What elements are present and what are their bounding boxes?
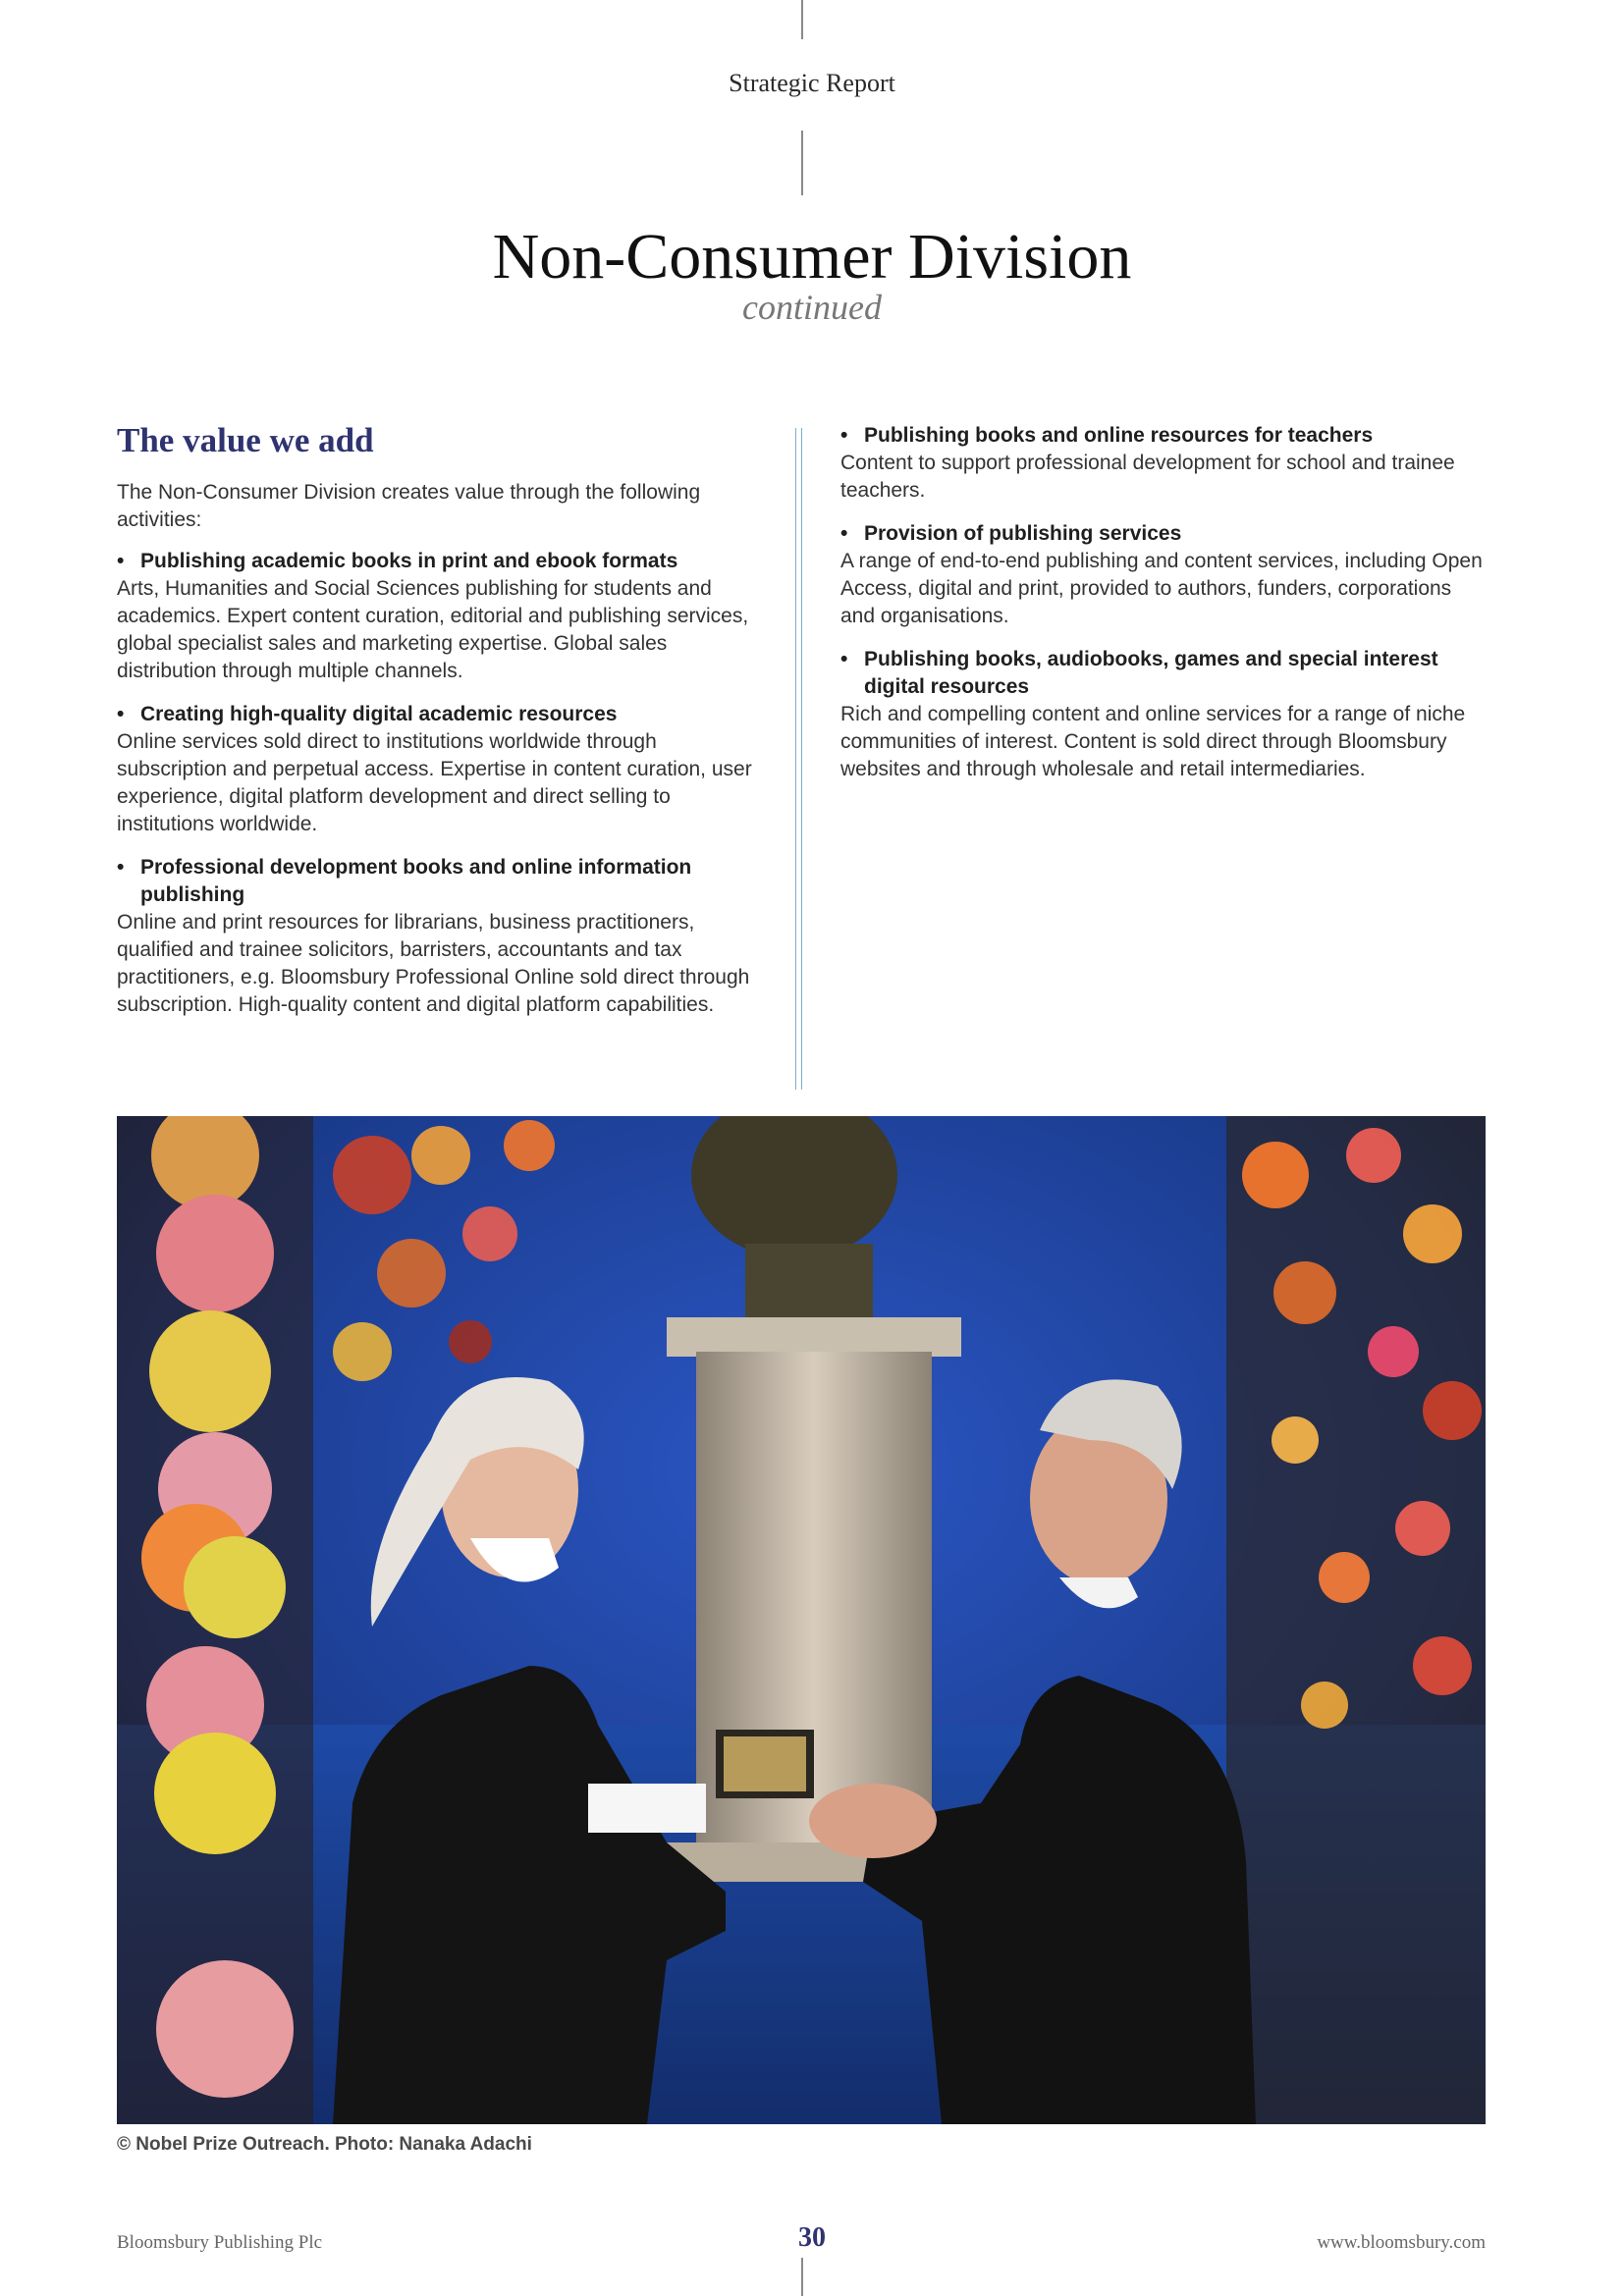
activity-title: • Publishing academic books in print and ebook formats bbox=[117, 548, 755, 575]
activity-title: • Publishing books, audiobooks, games and special interest digital resources bbox=[840, 646, 1489, 701]
left-column bbox=[117, 418, 755, 1035]
ceremony-photo bbox=[117, 1116, 1486, 2124]
activity-item bbox=[117, 701, 755, 838]
value-heading: The value we add bbox=[117, 421, 374, 459]
activity-item bbox=[117, 854, 755, 1019]
right-column bbox=[840, 422, 1489, 799]
top-rule bbox=[801, 0, 803, 39]
bottom-rule bbox=[801, 2258, 803, 2296]
activity-title: • Professional development books and online information publishing bbox=[117, 854, 755, 909]
activity-title: • Creating high-quality digital academic resources bbox=[117, 701, 755, 728]
section-label: Strategic Report bbox=[729, 69, 895, 97]
activity-title: • Publishing books and online resources for teachers bbox=[840, 422, 1489, 450]
header-rule bbox=[801, 131, 803, 195]
activity-body: Online and print resources for librarians, business practitioners, qualified and trainee solicitors, barristers, accountants and tax practitioners, e.g. Bloomsbury Professional Online sold direct through subscription. High-quality content and digital platform capabilities. bbox=[117, 911, 750, 1016]
activity-title: • Provision of publishing services bbox=[840, 520, 1489, 548]
footer-website-link[interactable]: www.bloomsbury.com bbox=[1317, 2232, 1486, 2253]
activity-body: Rich and compelling content and online services for a range of niche communities of interest. Content is sold direct through Bloomsbury websites and through wholesale and retail intermediaries. bbox=[840, 703, 1466, 780]
activity-item bbox=[840, 646, 1489, 783]
activity-body: A range of end-to-end publishing and content services, including Open Access, digital and print, provided to authors, funders, corporations and organisations. bbox=[840, 550, 1483, 627]
photo-caption: © Nobel Prize Outreach. Photo: Nanaka Adachi bbox=[117, 2134, 532, 2155]
activity-body: Online services sold direct to institutions worldwide through subscription and perpetual access. Expertise in content curation, user experience, digital platform development and direct selling to institutions worldwide. bbox=[117, 730, 752, 835]
activity-body: Content to support professional development for school and trainee teachers. bbox=[840, 452, 1455, 502]
page-subtitle: continued bbox=[742, 288, 882, 327]
activity-body: Arts, Humanities and Social Sciences publishing for students and academics. Expert content curation, editorial and publishing services, global specialist sales and marketing expertise. Global sales distribution through multiple channels. bbox=[117, 577, 749, 682]
column-divider bbox=[795, 428, 802, 1090]
activity-item bbox=[840, 422, 1489, 505]
activity-item bbox=[840, 520, 1489, 630]
intro-text: The Non-Consumer Division creates value through the following activities: bbox=[117, 481, 701, 531]
page-title: Non-Consumer Division bbox=[492, 221, 1132, 293]
activity-item bbox=[117, 548, 755, 685]
page-number: 30 bbox=[798, 2222, 826, 2253]
footer-company: Bloomsbury Publishing Plc bbox=[117, 2232, 323, 2253]
